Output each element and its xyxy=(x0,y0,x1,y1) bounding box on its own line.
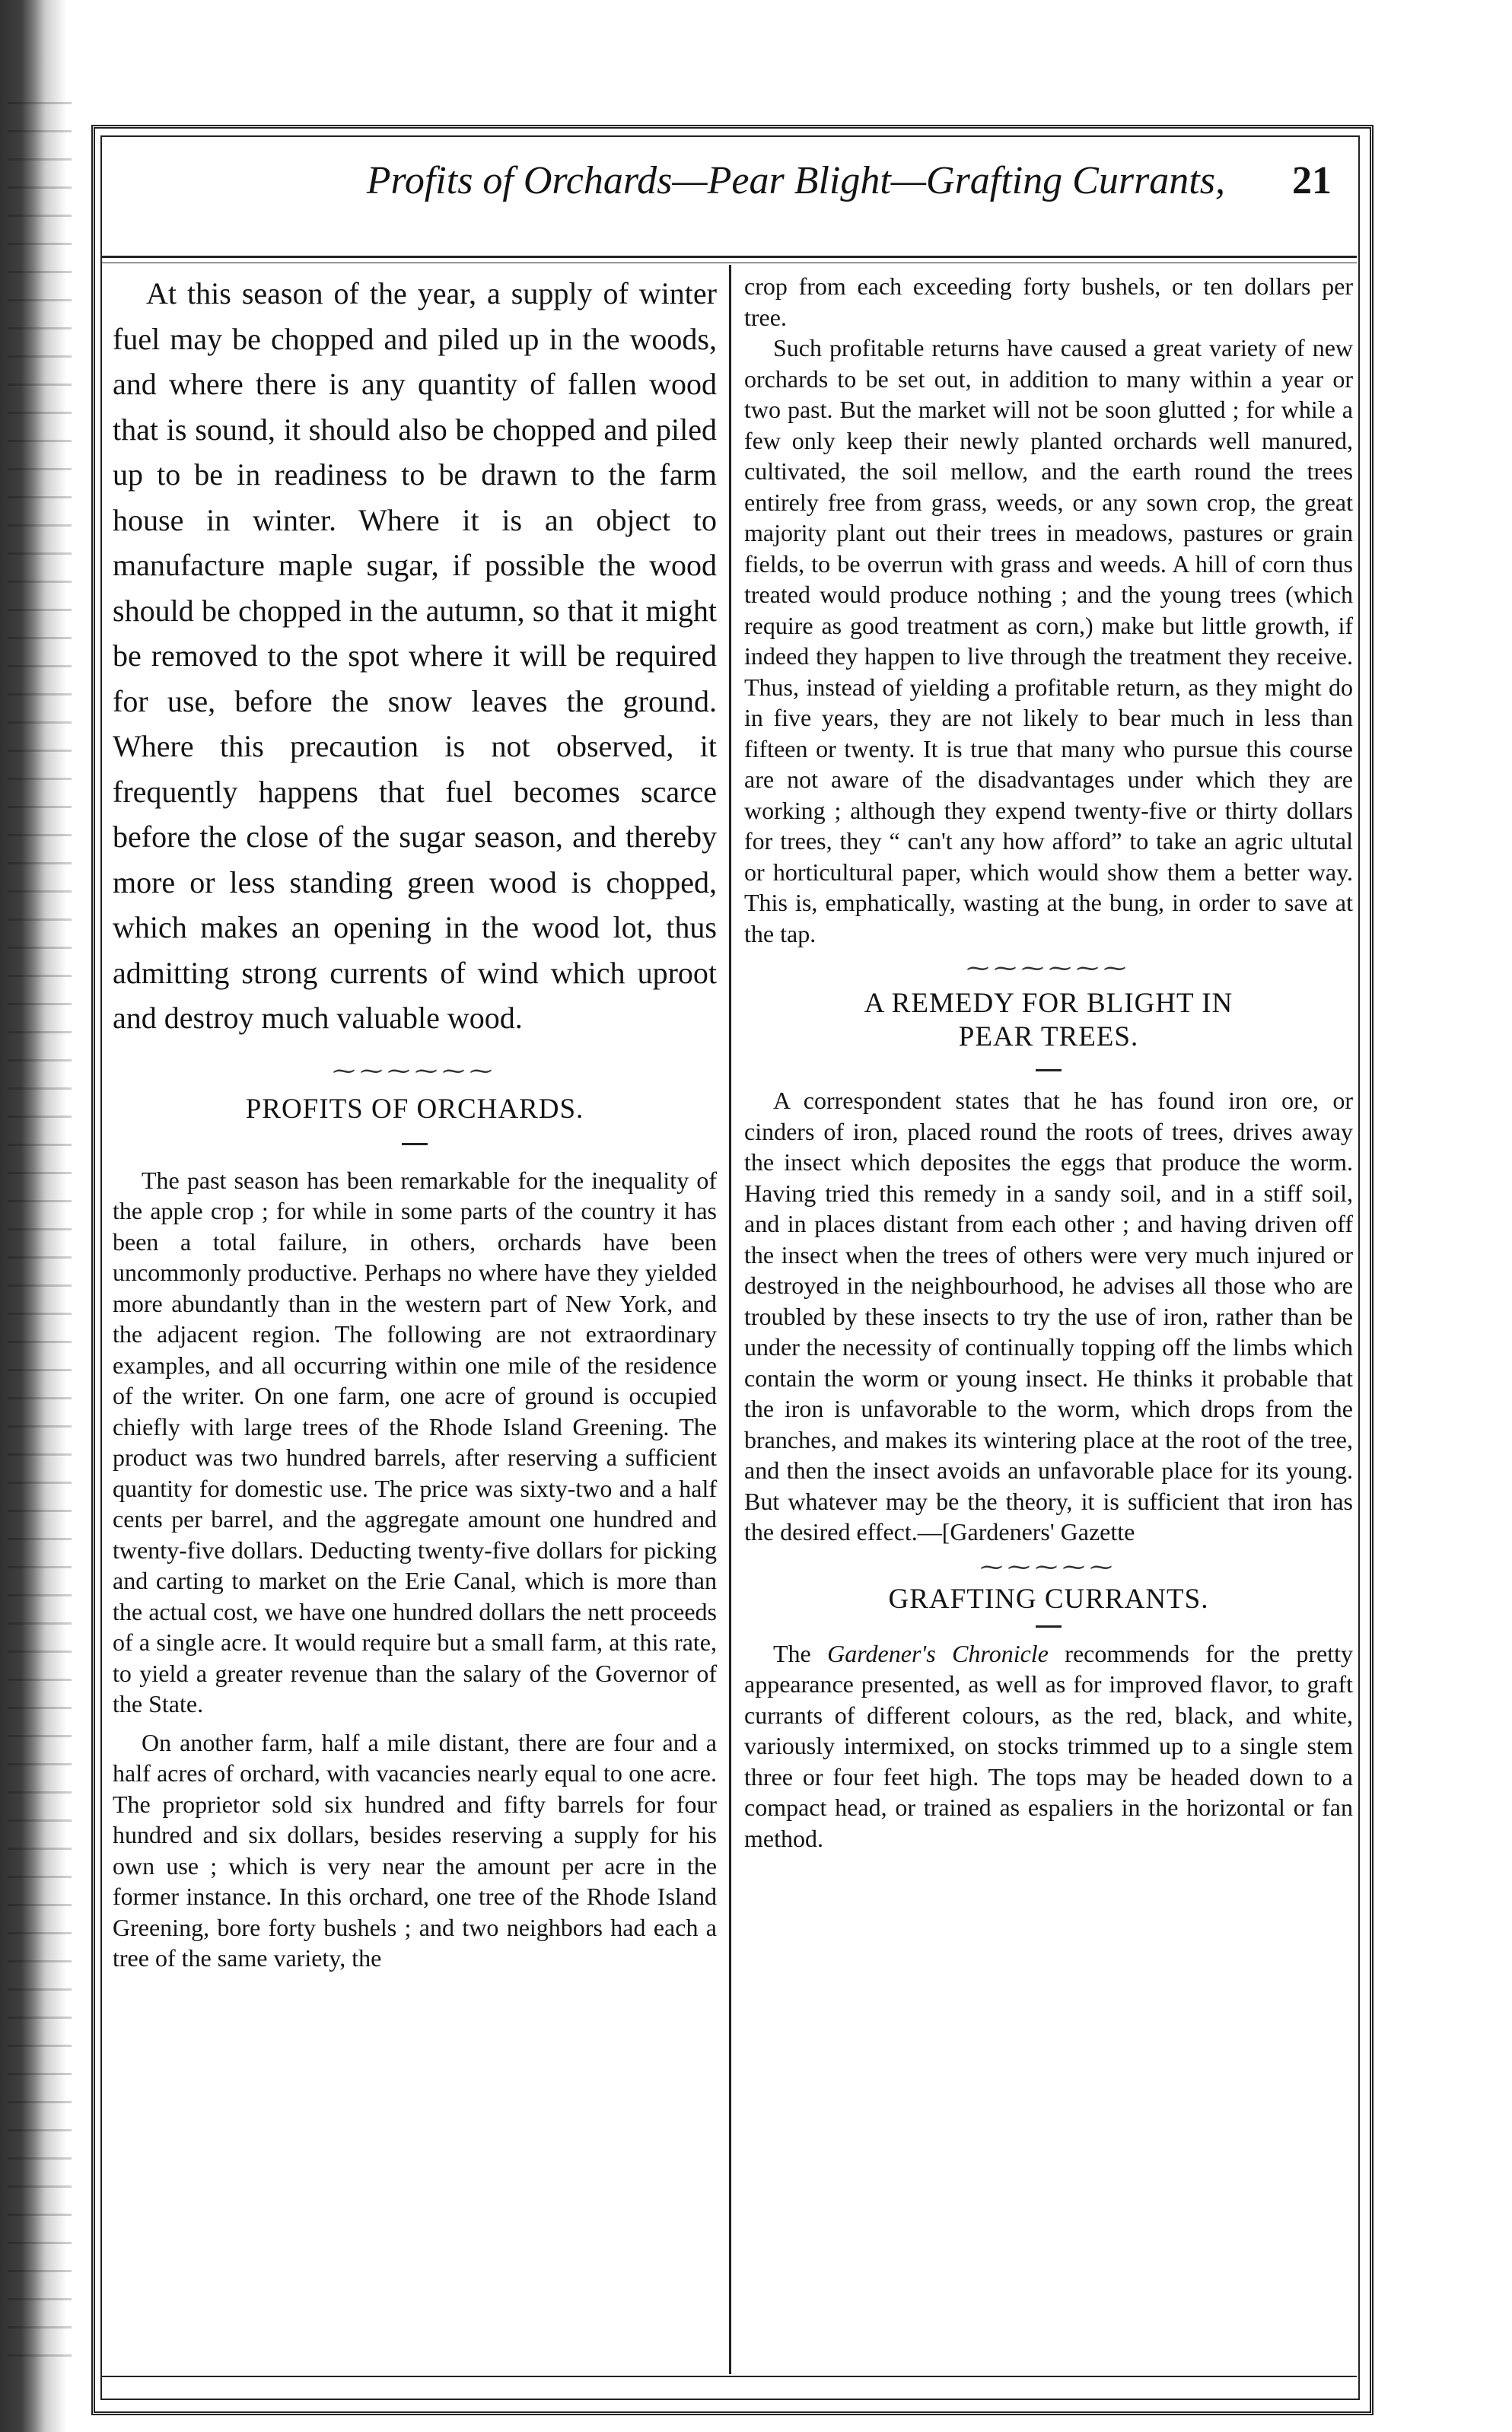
grafting-currants-paragraph xyxy=(744,1638,1353,1854)
heading-dash xyxy=(1036,1069,1062,1071)
section-ornament: ⁓⁓⁓⁓⁓⁓ xyxy=(966,956,1131,981)
section-ornament: ⁓⁓⁓⁓⁓⁓ xyxy=(333,1058,497,1084)
page-number: 21 xyxy=(1292,159,1332,202)
orchards-continuation: crop from each exceeding forty bushels, or ten dollars per tree. xyxy=(744,272,1353,331)
left-column xyxy=(113,271,717,1974)
winter-fuel-paragraph: At this season of the year, a supply of winter fuel may be chopped and piled up in the woods, and where there is any quantity of fallen wood that is sound, it should also be chopped and piled up to be in readiness to be drawn to the farm house in winter. Where it is an object to manufacture maple sugar, if possible the wood should be chopped in the autumn, so that it might be removed to the spot where it will be required for use, before the snow leaves the ground. Where this precaution is not observed, it frequently happens that fuel becomes scarce before the close of the sugar season, and thereby more or less standing green wood is chopped, which makes an opening in the wood lot, thus admitting strong currents of wind which uproot and destroy much valuable wood. xyxy=(113,276,717,1035)
orchards-paragraph-2: On another farm, half a mile distant, there are four and a half acres of orchard, with vacancies nearly equal to one acre. The proprietor sold six hundred and fifty barrels for four hundred and six dollars, besides reserving a supply for his own use ; which is very near the amount per acre in the former instance. In this orchard, one tree of the Rhode Island Greening, bore forty bushels ; and two neighbors had each a tree of the same variety, the xyxy=(113,1728,717,1972)
section-ornament: ⁓⁓⁓⁓⁓ xyxy=(980,1554,1117,1580)
orchards-paragraph-3: Such profitable returns have caused a great variety of new orchards to be set out, in addition to many within a year or two past. But the market will not be soon glutted ; for while a few only keep their newly planted orchards well manured, cultivated, the soil mellow, and the earth round the trees entirely free from grass, weeds, or any sown crop, the great majority plant out their trees in meadows, pastures or grain fields, to be overrun with grass and weeds. A hill of corn thus treated would produce nothing ; and the young trees (which require as good treatment as corn,) make but little growth, if indeed they happen to live through the treatment they receive. Thus, instead of yielding a profitable return, as they might do in five years, they are not likely to bear much in less than fifteen or twenty. It is true that many who pursue this course are not aware of the disadvantages under which they are working ; although they expend twenty-five or thirty dollars for trees, they “ can't any how afford” to take an agric ultutal or horticultural paper, which would show them a better way. This is, emphatically, wasting at the bung, in order to save at the tap. xyxy=(744,334,1353,947)
pear-blight-heading-line-2: PEAR TREES. xyxy=(958,1021,1139,1052)
running-header xyxy=(114,151,1347,234)
grafting-paragraph-body: recommends for the pretty appearance presented, as well as for improved flavor, to graft currants of different colours, as the red, black, and white, variously intermixed, on stocks trimmed up to a single stem three or four feet high. The tops may be headed down to a compact head, or trained as espaliers in the horizontal or fan method. xyxy=(744,1639,1354,1852)
bottom-rule xyxy=(100,2376,1357,2377)
heading-dash xyxy=(1036,1625,1062,1628)
grafting-lead-word: The xyxy=(773,1639,811,1667)
column-divider xyxy=(729,265,731,2374)
heading-dash xyxy=(402,1143,428,1145)
profits-of-orchards-heading: PROFITS OF ORCHARDS. xyxy=(245,1093,584,1125)
orchards-paragraph-1: The past season has been remarkable for the inequality of the apple crop ; for while in some parts of the country it has been a total failure, in others, orchards have been uncommonly productive. Perhaps no where have they yielded more abundantly than in the western part of New York, and the adjacent region. The following are not extraordinary examples, and all occurring within one mile of the residence of the writer. On one farm, one acre of ground is occupied chiefly with large trees of the Rhode Island Greening. The product was two hundred barrels, after reserving a sufficient quantity for domestic use. The price was sixty-two and a half cents per barrel, and the aggregate amount one hundred and twenty-five dollars. Deducting twenty-five dollars for picking and carting to market on the Erie Canal, which is more than the actual cost, we have one hundred dollars the nett proceeds of a single acre. It would require but a small farm, at this rate, to yield a greater revenue than the salary of the Governor of the State. xyxy=(113,1166,717,1717)
running-title: Profits of Orchards—Pear Blight—Grafting Currants, xyxy=(366,159,1225,202)
right-column xyxy=(744,271,1353,1854)
book-spine-texture xyxy=(8,76,72,2359)
header-rule xyxy=(100,256,1357,263)
gardeners-chronicle-title: Gardener's Chronicle xyxy=(827,1639,1049,1667)
grafting-currants-heading: GRAFTING CURRANTS. xyxy=(888,1583,1209,1615)
pear-blight-paragraph: A correspondent states that he has found iron ore, or cinders of iron, placed round the roots of trees, drives away the insect which deposites the eggs that produce the worm. Having tried this remedy in a sandy soil, and in a stiff soil, and in places distant from each other ; and having driven off the insect when the trees of others were very much injured or destroyed in the neighbourhood, he advises all those who are troubled by these insects to try the use of iron, rather than be under the necessity of continually topping off the limbs which contain the worm or young insect. He thinks it probable that the iron is unfavorable to the worm, which drops from the branches, and makes its wintering place at the root of the tree, and then the insect avoids an unfavorable place for its young. But whatever may be the theory, it is sufficient that iron has the desired effect.—[Gardeners' Gazette xyxy=(744,1087,1353,1545)
pear-blight-heading-line-1: A REMEDY FOR BLIGHT IN xyxy=(864,988,1233,1019)
